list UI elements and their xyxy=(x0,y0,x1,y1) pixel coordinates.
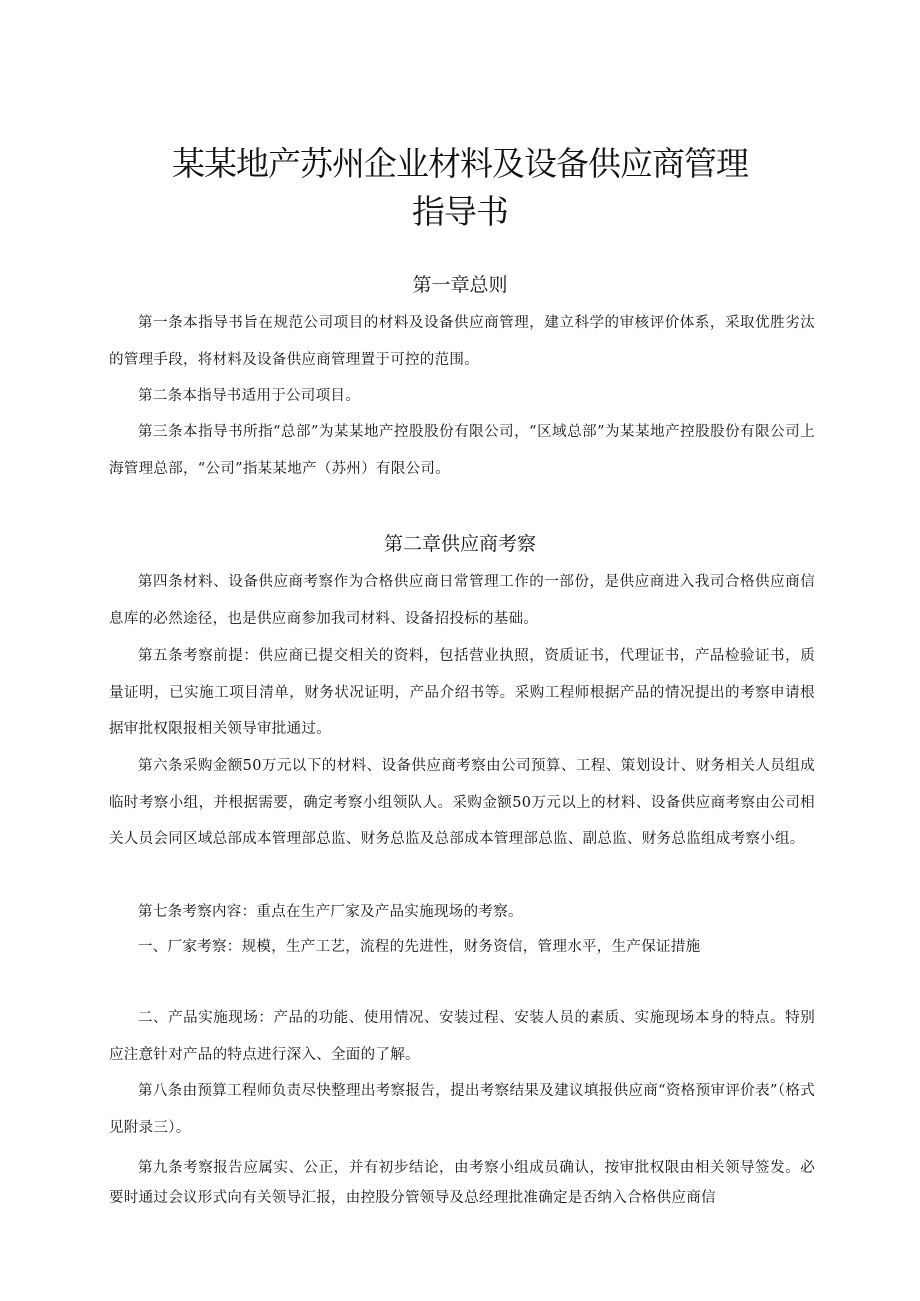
article-9: 第九条考察报告应属实、公正，并有初步结论，由考察小组成员确认，按审批权限由相关领导签发。必要时通过会议形式向有关领导汇报，由控股分管领导及总经理批准确定是否纳入合格供应商信 xyxy=(109,1160,815,1206)
article-7-item-1: 一、厂家考察：规模，生产工艺，流程的先进性，财务资信，管理水平，生产保证措施 xyxy=(138,939,701,955)
article-4: 第四条材料、设备供应商考察作为合格供应商日常管理工作的一部份，是供应商进入我司合格供应商信息库的必然途径，也是供应商参加我司材料、设备招投标的基础。 xyxy=(109,574,815,627)
chapter1-heading: 第一章总则 xyxy=(412,274,508,296)
article-7: 第七条考察内容：重点在生产厂家及产品实施现场的考察。 xyxy=(138,904,523,920)
article-1: 第一条本指导书旨在规范公司项目的材料及设备供应商管理，建立科学的审核评价体系，采取优胜劣汰的管理手段，将材料及设备供应商管理置于可控的范围。 xyxy=(109,315,815,368)
document-title-line2: 指导书 xyxy=(412,192,508,231)
article-6: 第六条采购金额50万元以下的材料、设备供应商考察由公司预算、工程、策划设计、财务相关人员组成临时考察小组，并根据需要，确定考察小组领队人。采购金额50万元以上的材料、设备供应商考察由公司相关人员会同区域总部成本管理部总监、财务总监及总部成本管理部总监、副总监、财务总监组成考察小组。 xyxy=(109,758,815,847)
document-title-line1: 某某地产苏州企业材料及设备供应商管理 xyxy=(172,144,748,183)
article-7-item-2: 二、产品实施现场：产品的功能、使用情况、安装过程、安装人员的素质、实施现场本身的特点。特别应注意针对产品的特点进行深入、全面的了解。 xyxy=(109,1010,815,1063)
article-3: 第三条本指导书所指“总部”为某某地产控股股份有限公司，“区域总部”为某某地产控股股份有限公司上海管理总部，“公司”指某某地产（苏州）有限公司。 xyxy=(109,424,815,477)
chapter2-heading: 第二章供应商考察 xyxy=(383,533,536,555)
article-5: 第五条考察前提：供应商已提交相关的资料，包括营业执照，资质证书，代理证书，产品检验证书，质量证明，已实施工项目清单，财务状况证明，产品介绍书等。采购工程师根据产品的情况提出的考察申请根据审批权限报相关领导审批通过。 xyxy=(109,648,815,737)
article-8: 第八条由预算工程师负责尽快整理出考察报告，提出考察结果及建议填报供应商“资格预审评价表”（格式见附录三）。 xyxy=(109,1083,815,1136)
article-2: 第二条本指导书适用于公司项目。 xyxy=(138,388,360,404)
